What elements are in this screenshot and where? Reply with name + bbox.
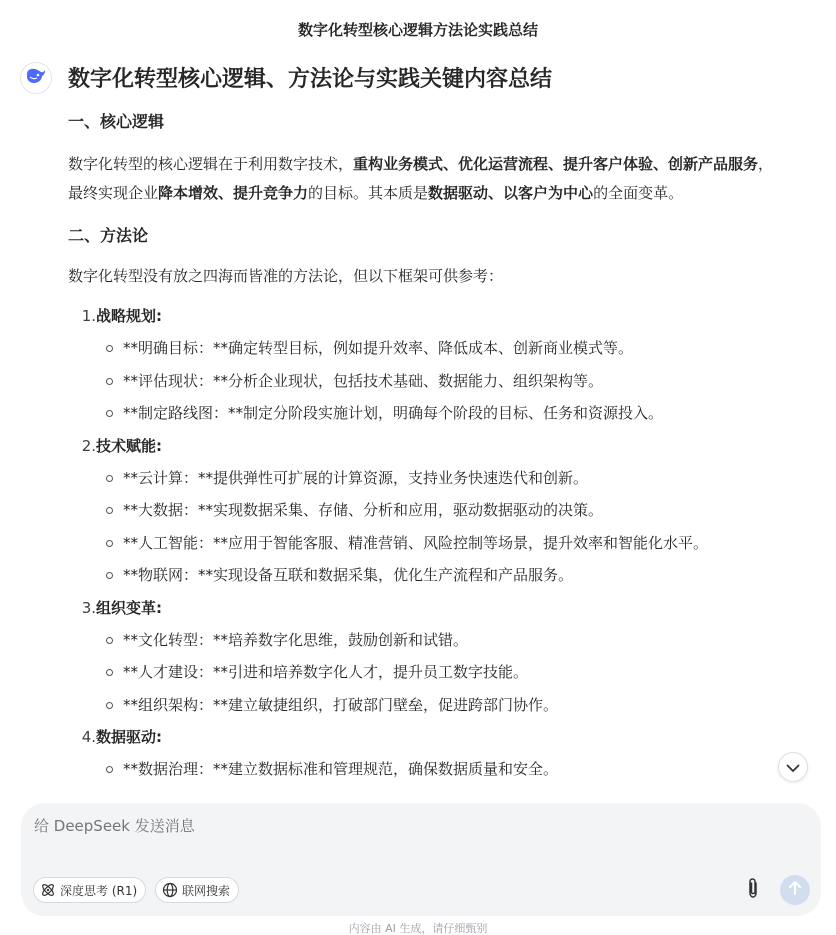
bold-run: 降本增效、提升竞争力 — [158, 184, 309, 202]
methodology-intro: 数字化转型没有放之四海而皆准的方法论，但以下框架可供参考： — [68, 267, 504, 285]
list-item — [68, 304, 816, 425]
list-item — [68, 725, 816, 781]
chat-title: 数字化转型核心逻辑方法论实践总结 — [297, 21, 538, 39]
step-number: 2. — [81, 436, 96, 455]
section-core-logic-title: 一、核心逻辑 — [68, 112, 165, 131]
globe-icon — [162, 882, 178, 898]
attach-file-button[interactable] — [741, 877, 765, 903]
step-header — [68, 434, 816, 458]
step-title: 战略规划: — [96, 307, 162, 325]
message-composer — [21, 803, 821, 916]
list-item: **组织架构：**建立敏捷组织，打破部门壁垒，促进跨部门协作。 — [68, 693, 816, 717]
response-heading: 数字化转型核心逻辑、方法论与实践关键内容总结 — [68, 67, 553, 92]
text-run: ， — [758, 155, 774, 173]
list-item: **物联网：**实现设备互联和数据采集，优化生产流程和产品服务。 — [68, 563, 816, 587]
ai-disclaimer: 内容由 AI 生成，请仔细甄别 — [348, 922, 488, 935]
list-item: **明确目标：**确定转型目标，例如提升效率、降低成本、创新商业模式等。 — [68, 336, 816, 360]
chevron-down-icon — [786, 758, 800, 777]
step-title: 数据驱动: — [96, 728, 162, 746]
step-header — [68, 596, 816, 620]
list-item: **人工智能：**应用于智能客服、精准营销、风险控制等场景，提升效率和智能化水平。 — [68, 531, 816, 555]
bold-run: 重构业务模式、优化运营流程、提升客户体验、创新产品服务 — [353, 155, 759, 173]
bold-run: 数据驱动、以客户为中心 — [428, 184, 594, 202]
send-button[interactable] — [780, 875, 810, 905]
text-run: 数字化转型的核心逻辑在于利用数字技术， — [68, 155, 354, 173]
message-input[interactable] — [34, 817, 794, 835]
methodology-steps — [68, 304, 816, 781]
web-search-label: 联网搜索 — [182, 883, 231, 898]
atom-icon — [40, 882, 56, 898]
web-search-toggle[interactable] — [155, 877, 239, 903]
list-item: **数据治理：**建立数据标准和管理规范，确保数据质量和安全。 — [68, 757, 816, 781]
text-run: 最终实现企业 — [68, 184, 159, 202]
list-item — [68, 434, 816, 588]
step-number: 4. — [81, 728, 96, 746]
list-item: **大数据：**实现数据采集、存储、分析和应用，驱动数据驱动的决策。 — [68, 498, 816, 522]
section-methodology-title: 二、方法论 — [68, 226, 149, 245]
sub-list — [68, 466, 816, 588]
core-logic-paragraph — [68, 150, 816, 208]
step-header — [68, 725, 816, 749]
text-run: 的全面变革。 — [593, 184, 684, 202]
sub-list — [68, 336, 816, 425]
step-number: 3. — [81, 598, 96, 617]
step-number: 1. — [81, 307, 96, 325]
assistant-message — [68, 64, 816, 790]
text-run: 的目标。其本质是 — [308, 184, 429, 202]
list-item: **评估现状：**分析企业现状，包括技术基础、数据能力、组织架构等。 — [68, 369, 816, 393]
step-header — [68, 304, 816, 328]
scroll-to-bottom-button[interactable] — [778, 752, 808, 782]
list-item: **云计算：**提供弹性可扩展的计算资源，支持业务快速迭代和创新。 — [68, 466, 816, 490]
deepseek-whale-icon — [25, 67, 47, 89]
list-item: **制定路线图：**制定分阶段实施计划，明确每个阶段的目标、任务和资源投入。 — [68, 401, 816, 425]
list-item — [68, 596, 816, 717]
deep-think-toggle[interactable] — [33, 877, 146, 903]
sub-list — [68, 757, 816, 781]
deepseek-avatar — [20, 62, 52, 94]
sub-list — [68, 628, 816, 717]
list-item: **人才建设：**引进和培养数字化人才，提升员工数字技能。 — [68, 660, 816, 684]
list-item: **文化转型：**培养数字化思维，鼓励创新和试错。 — [68, 628, 816, 652]
step-title: 组织变革: — [96, 598, 162, 617]
deep-think-label: 深度思考 (R1) — [60, 883, 138, 898]
step-title: 技术赋能: — [96, 436, 162, 455]
arrow-up-icon — [788, 880, 802, 900]
paperclip-icon — [746, 877, 760, 903]
